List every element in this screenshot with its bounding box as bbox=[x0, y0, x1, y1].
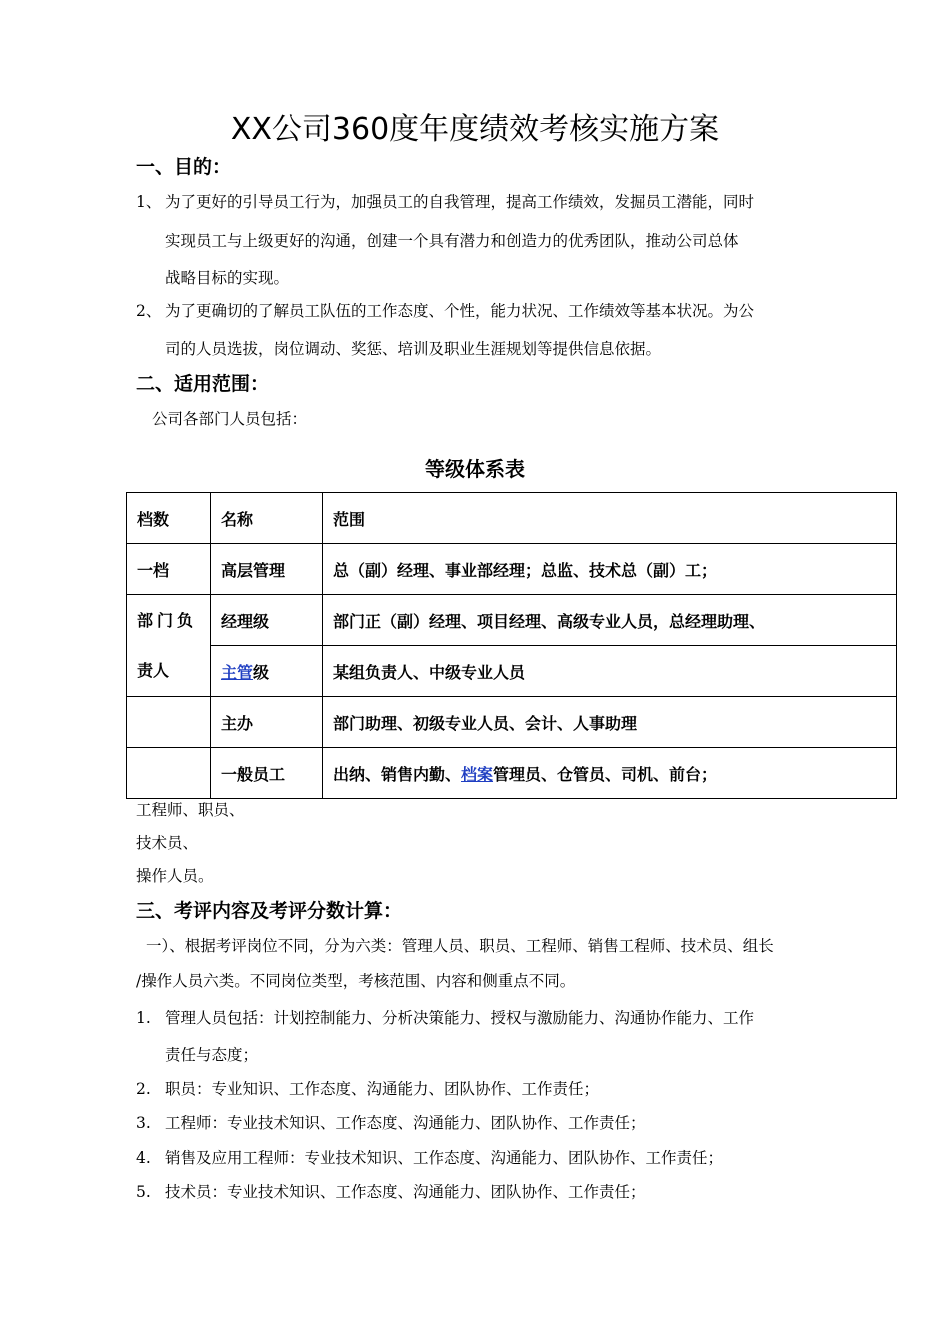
document-title: XX公司360度年度绩效考核实施方案 bbox=[230, 112, 720, 147]
paragraph-line: 司的人员选拔，岗位调动、奖惩、培训及职业生涯规划等提供信息依据。 bbox=[165, 340, 662, 358]
grade-table bbox=[126, 492, 897, 799]
list-number: 3. bbox=[136, 1114, 151, 1132]
section3-intro-line: 一）、根据考评岗位不同，分为六类：管理人员、职员、工程师、销售工程师、技术员、组长 bbox=[146, 937, 774, 955]
section2-heading: 二、适用范围： bbox=[136, 373, 270, 395]
paragraph-line: 战略目标的实现。 bbox=[165, 269, 290, 287]
section3-intro-line: /操作人员六类。不同岗位类型，考核范围、内容和侧重点不同。 bbox=[136, 972, 576, 990]
level-cell bbox=[127, 697, 211, 748]
name-cell: 主办 bbox=[211, 697, 323, 748]
section3-heading: 三、考评内容及考评分数计算： bbox=[136, 900, 403, 922]
header-cell-scope: 范围 bbox=[323, 493, 897, 544]
name-cell-suffix: 级 bbox=[253, 662, 270, 682]
paragraph-line: 工程师：专业技术知识、工作态度、沟通能力、团队协作、工作责任； bbox=[165, 1114, 646, 1132]
paragraph-line: 销售及应用工程师：专业技术知识、工作态度、沟通能力、团队协作、工作责任； bbox=[165, 1149, 724, 1167]
table-row bbox=[127, 646, 897, 697]
table-header-row bbox=[127, 493, 897, 544]
level-cell-line: 责人 bbox=[137, 660, 170, 680]
supervisor-link[interactable]: 主管 bbox=[221, 662, 254, 682]
list-number: 1. bbox=[136, 1009, 151, 1027]
table-row bbox=[127, 697, 897, 748]
level-cell-merged bbox=[127, 595, 211, 697]
header-cell-name: 名称 bbox=[211, 493, 323, 544]
list-number: 4. bbox=[136, 1149, 151, 1167]
after-table-line: 技术员、 bbox=[136, 834, 199, 852]
paragraph-line: 为了更好的引导员工行为，加强员工的自我管理，提高工作绩效，发掘员工潜能，同时 bbox=[165, 193, 755, 211]
scope-cell: 部门正（副）经理、项目经理、高级专业人员，总经理助理、 bbox=[323, 595, 897, 646]
name-cell: 经理级 bbox=[211, 595, 323, 646]
name-cell: 高层管理 bbox=[211, 544, 323, 595]
name-cell bbox=[211, 646, 323, 697]
paragraph-line: 技术员：专业技术知识、工作态度、沟通能力、团队协作、工作责任； bbox=[165, 1183, 646, 1201]
scope-cell bbox=[323, 748, 897, 799]
paragraph-line: 管理人员包括：计划控制能力、分析决策能力、授权与激励能力、沟通协作能力、工作 bbox=[165, 1009, 755, 1027]
scope-text: 出纳、销售内勤、 bbox=[333, 764, 462, 784]
list-number: 2. bbox=[136, 1080, 151, 1098]
section2-intro: 公司各部门人员包括： bbox=[152, 410, 308, 428]
section1-heading: 一、目的： bbox=[136, 156, 232, 178]
table-row bbox=[127, 595, 897, 646]
paragraph-line: 责任与态度； bbox=[165, 1046, 259, 1064]
scope-cell: 某组负责人、中级专业人员 bbox=[323, 646, 897, 697]
level-cell: 一档 bbox=[127, 544, 211, 595]
scope-cell: 总（副）经理、事业部经理；总监、技术总（副）工； bbox=[323, 544, 897, 595]
list-number: 2、 bbox=[136, 302, 162, 320]
after-table-line: 操作人员。 bbox=[136, 867, 214, 885]
list-number: 1、 bbox=[136, 193, 162, 211]
level-cell bbox=[127, 748, 211, 799]
archive-link[interactable]: 档案 bbox=[461, 764, 494, 784]
after-table-line: 工程师、职员、 bbox=[136, 801, 245, 819]
level-cell-line: 部门负 bbox=[137, 610, 198, 630]
scope-cell: 部门助理、初级专业人员、会计、人事助理 bbox=[323, 697, 897, 748]
list-number: 5. bbox=[136, 1183, 151, 1201]
header-cell-level: 档数 bbox=[127, 493, 211, 544]
table-row bbox=[127, 544, 897, 595]
name-cell: 一般员工 bbox=[211, 748, 323, 799]
table-caption: 等级体系表 bbox=[425, 457, 525, 481]
paragraph-line: 职员：专业知识、工作态度、沟通能力、团队协作、工作责任； bbox=[165, 1080, 600, 1098]
paragraph-line: 为了更确切的了解员工队伍的工作态度、个性，能力状况、工作绩效等基本状况。为公 bbox=[165, 302, 755, 320]
paragraph-line: 实现员工与上级更好的沟通，创建一个具有潜力和创造力的优秀团队，推动公司总体 bbox=[165, 232, 739, 250]
table-row bbox=[127, 748, 897, 799]
scope-text: 管理员、仓管员、司机、前台； bbox=[493, 764, 718, 784]
